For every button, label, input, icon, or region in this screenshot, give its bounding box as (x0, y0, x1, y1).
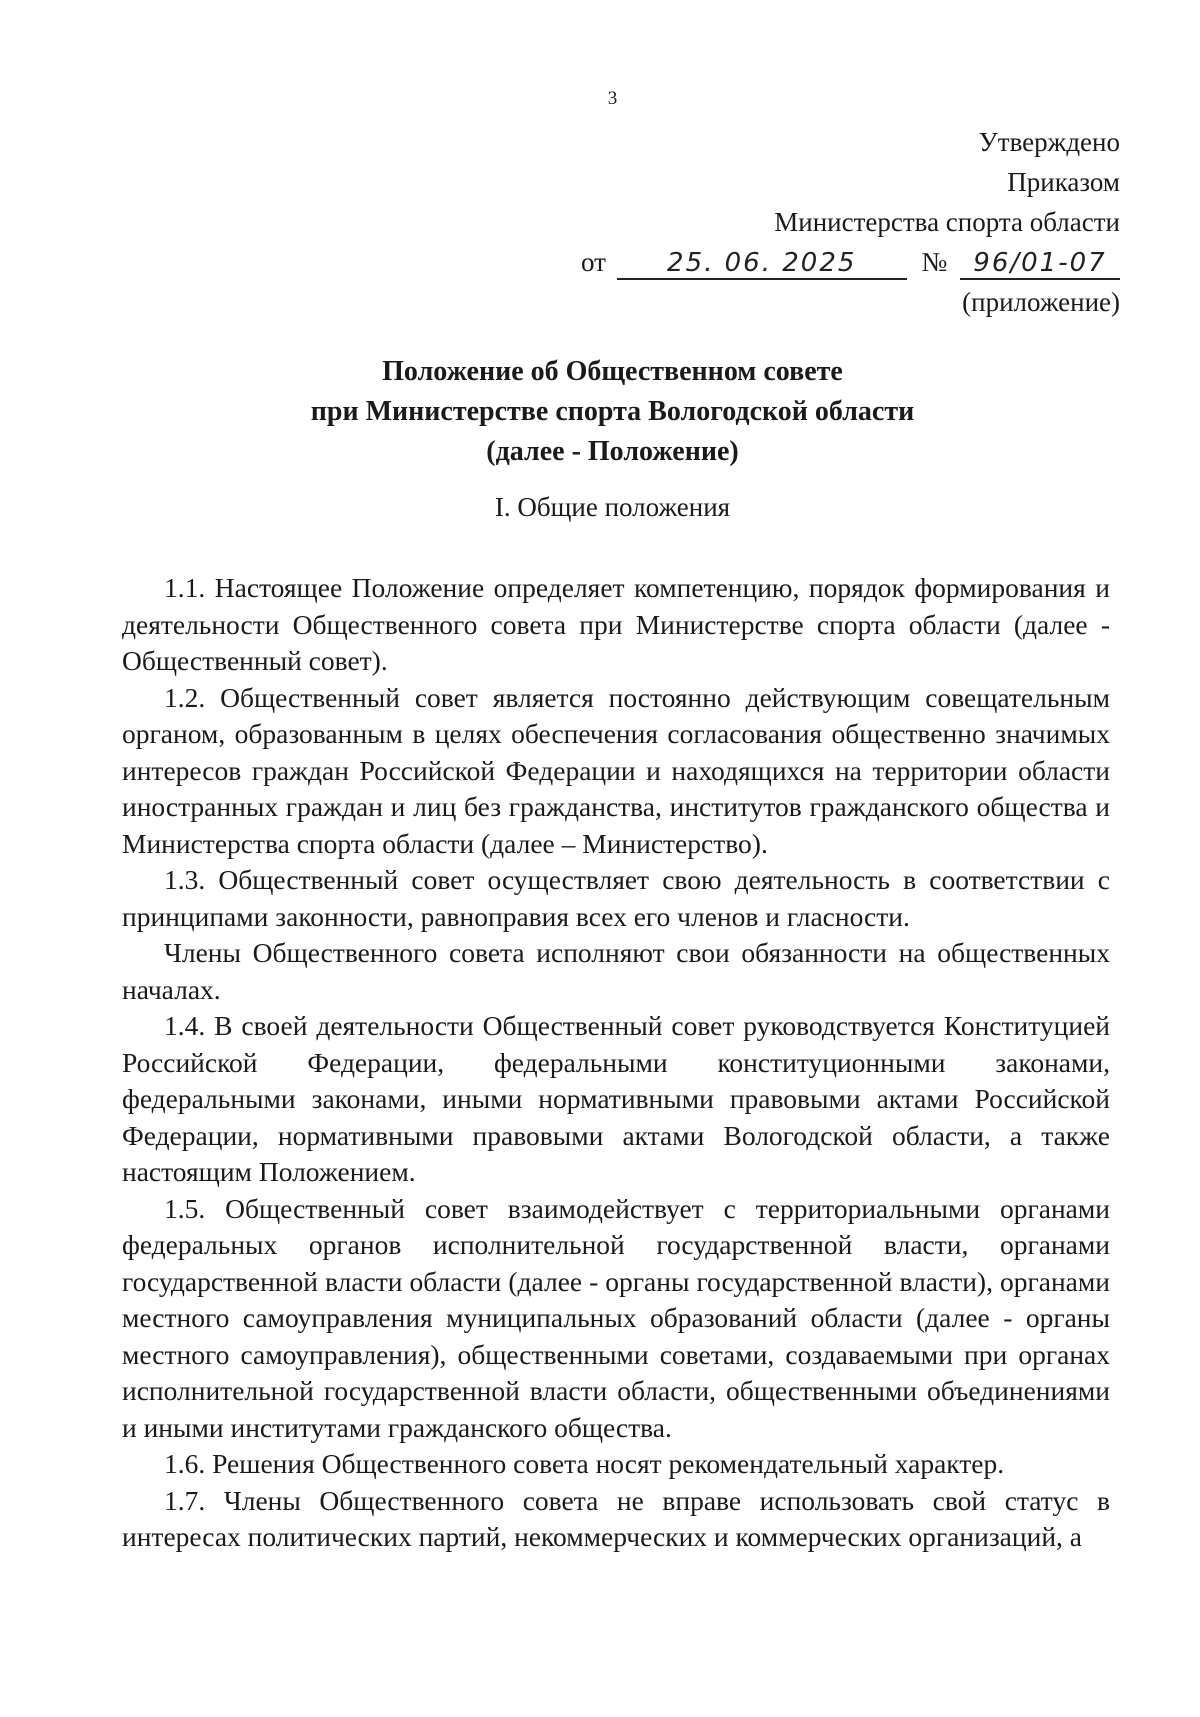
document-title (0, 352, 1200, 472)
handwritten-number: 96/01-07 (960, 248, 1120, 280)
paragraph-1-3: 1.3. Общественный совет осуществляет свою деятельность в соответствии с принципами законности, равноправия всех его членов и гласности. (122, 864, 1110, 932)
paragraph-1-7: 1.7. Члены Общественного совета не вправе использовать свой статус в интересах политических партий, некоммерческих и коммерческих организаций, а (122, 1484, 1110, 1552)
paragraph-1-1: 1.1. Настоящее Положение определяет компетенцию, порядок формирования и деятельности Общественного совета при Министерстве спорта области (далее - Общественный совет). (122, 572, 1110, 676)
paragraph-1-6: 1.6. Решения Общественного совета носят рекомендательный характер. (164, 1448, 1005, 1479)
paragraph-members: Члены Общественного совета исполняют свои обязанности на общественных началах. (122, 937, 1110, 1005)
from-label: от (581, 247, 606, 277)
title-line-1: Положение об Общественном совете (382, 356, 843, 387)
section-heading: I. Общие положения (494, 492, 731, 522)
handwritten-date: 25. 06. 2025 (617, 248, 907, 280)
body-text (122, 570, 1110, 1556)
approval-line-approved: Утверждено (978, 127, 1120, 157)
number-label: № (921, 247, 948, 277)
title-line-3: (далее - Положение) (486, 436, 739, 467)
page-number: 3 (607, 88, 618, 109)
paragraph-1-4: 1.4. В своей деятельности Общественный совет руководствуется Конституцией Российской Федерации, федеральными конституционными законами, федеральными законами, иными нормативными правовыми актами Российской Федерации, нормативными правовыми актами Вологодской области, а также настоящим Положением. (122, 1010, 1110, 1187)
paragraph-1-5: 1.5. Общественный совет взаимодействует с территориальными органами федеральных органов исполнительной государственной власти, органами государственной власти области (далее - органы государственной власти), органами местного самоуправления муниципальных образований области (далее - органы местного самоуправления), общественными советами, создаваемыми при органах исполнительной государственной власти области, общественными объединениями и иными институтами гражданского общества. (122, 1192, 1110, 1443)
approval-order-details (581, 242, 1120, 282)
approval-line-order: Приказом (1007, 167, 1120, 197)
approval-attachment: (приложение) (962, 287, 1120, 317)
paragraph-1-2: 1.2. Общественный совет является постоянно действующим совещательным органом, образованным в целях обеспечения согласования общественно значимых интересов граждан Российской Федерации и находящихся на территории области иностранных граждан и лиц без гражданства, институтов гражданского общества и Министерства спорта области (далее – Министерство). (122, 681, 1110, 859)
title-line-2: при Министерстве спорта Вологодской области (310, 396, 915, 427)
approval-block (581, 122, 1120, 322)
approval-line-ministry: Министерства спорта области (774, 207, 1120, 237)
